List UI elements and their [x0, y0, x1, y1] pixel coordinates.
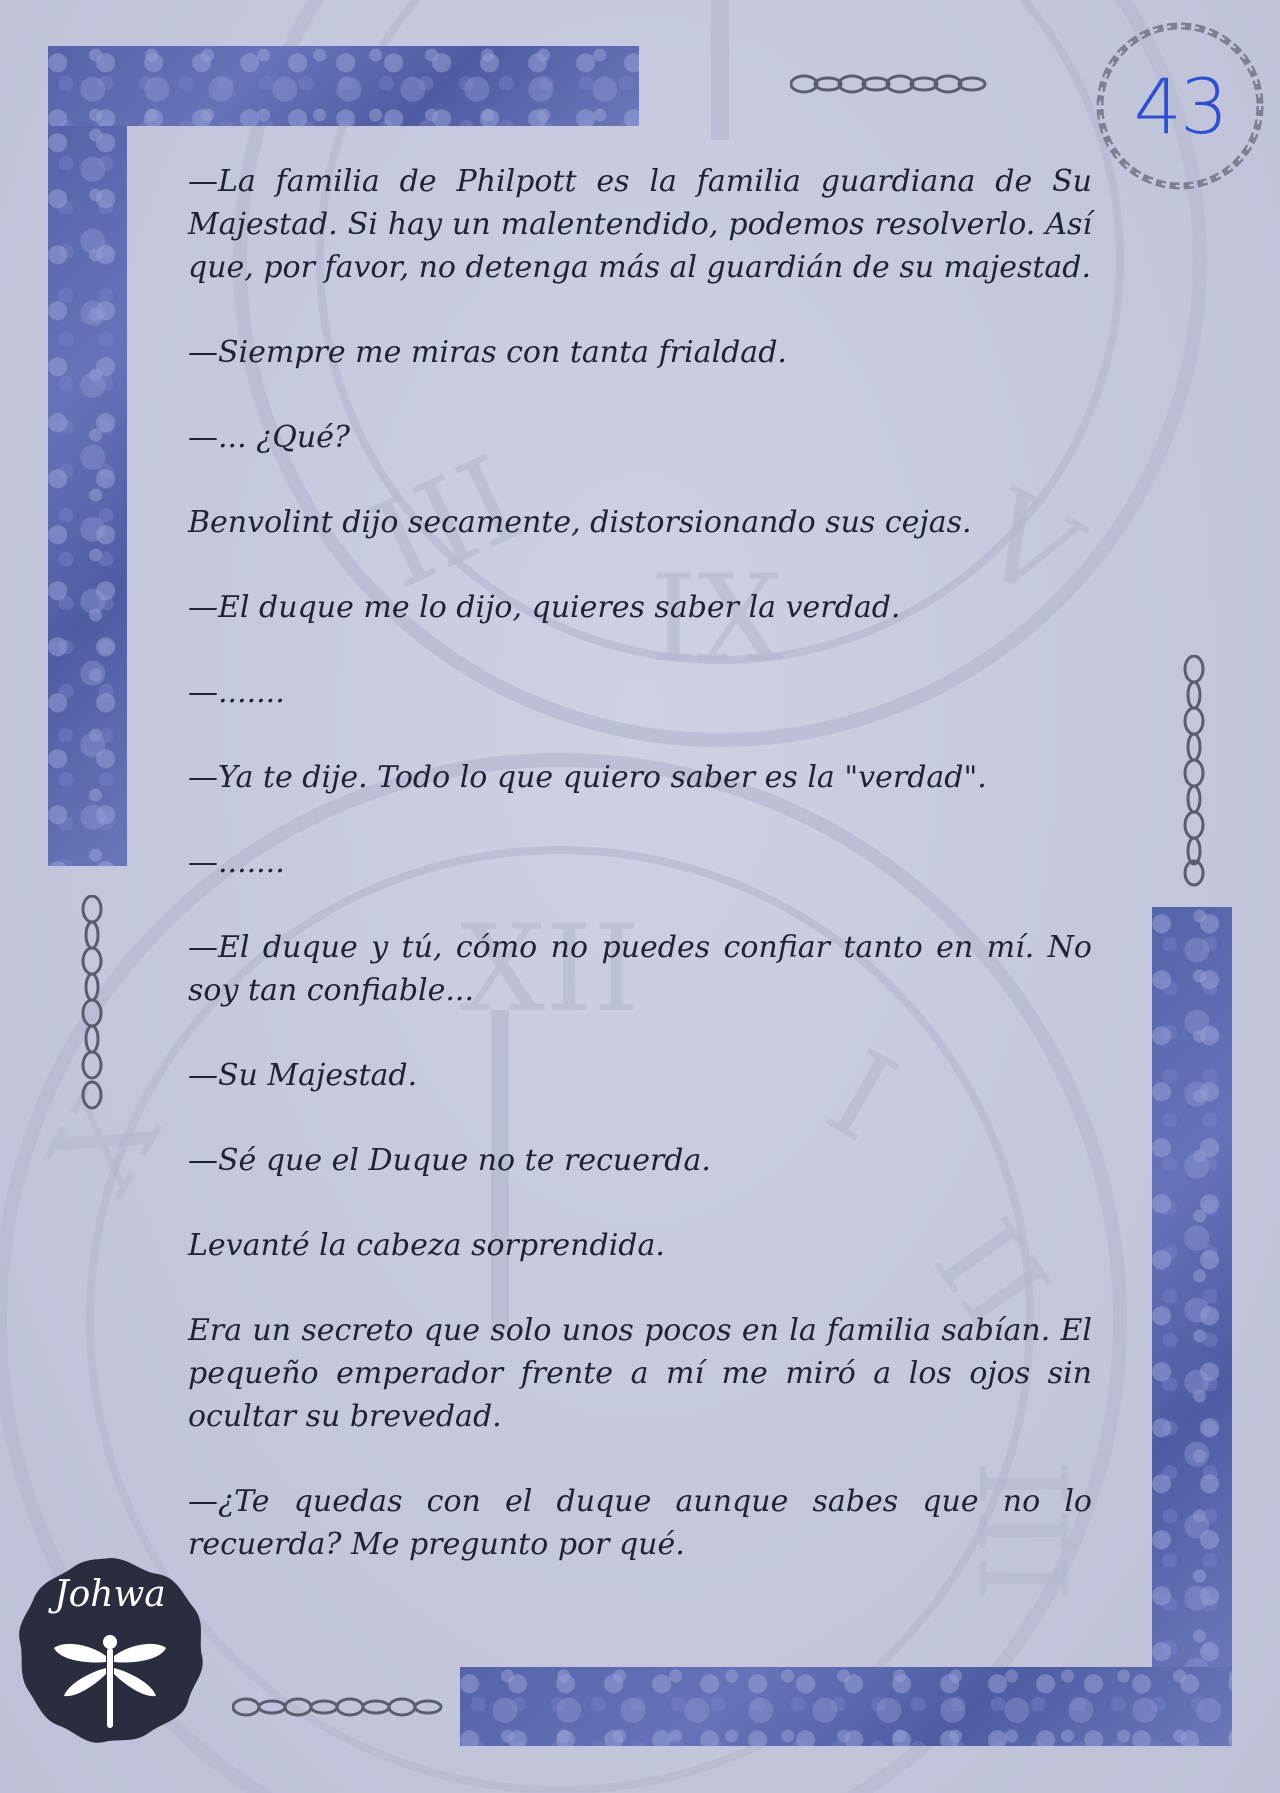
paragraph: —Su Majestad. — [188, 1058, 418, 1093]
page-number: 43 — [1133, 61, 1227, 151]
logo-text: Johwa — [54, 1574, 166, 1615]
paragraph: —....... — [188, 845, 285, 880]
paragraph: Era un secreto que solo unos pocos en la familia sabían. El pequeño emperador frente a mí me miró a los ojos sin ocultar su brevedad. — [188, 1313, 1092, 1434]
svg-text:IX: IX — [650, 550, 783, 689]
paragraph: —....... — [188, 675, 285, 710]
svg-text:X: X — [24, 1071, 188, 1215]
paragraph: —El duque y tú, cómo no puedes confiar tanto en mí. No soy tan confiable... — [188, 930, 1092, 1008]
floral-frame-right — [1152, 907, 1232, 1667]
paragraph: —¿Te quedas con el duque aunque sabes que no lo recuerda? Me pregunto por qué. — [188, 1484, 1092, 1562]
paragraph: —... ¿Qué? — [188, 420, 350, 455]
floral-frame-left — [48, 126, 127, 866]
johwa-logo — [12, 1552, 208, 1748]
svg-text:XII: XII — [460, 900, 641, 1039]
paragraph: —Ya te dije. Todo lo que quiero saber es la "verdad". — [188, 760, 987, 795]
svg-text:I: I — [805, 1024, 917, 1169]
paragraph: Benvolint dijo secamente, distorsionando sus cejas. — [188, 505, 972, 540]
chain-icon — [232, 1694, 446, 1720]
dragonfly-icon — [50, 1626, 170, 1736]
floral-frame-top — [48, 46, 639, 126]
chain-icon — [78, 895, 106, 1113]
chain-icon — [1180, 655, 1208, 887]
document-body — [188, 160, 1092, 1608]
svg-text:III: III — [353, 430, 542, 617]
svg-text:V: V — [955, 464, 1101, 629]
chain-icon — [790, 72, 990, 96]
paragraph: —Sé que el Duque no te recuerda. — [188, 1143, 711, 1178]
paragraph: Levanté la cabeza sorprendida. — [188, 1228, 665, 1263]
floral-frame-bottom — [460, 1667, 1232, 1746]
paragraph: —El duque me lo dijo, quieres saber la verdad. — [188, 590, 901, 625]
paragraph: —Siempre me miras con tanta frialdad. — [188, 335, 787, 370]
svg-text:II: II — [906, 1196, 1075, 1355]
paragraph: —La familia de Philpott es la familia guardiana de Su Majestad. Si hay un malentendido, podemos resolverlo. Así que, por favor, no detenga más al guardián de su majestad. — [188, 164, 1092, 285]
page-number-badge — [1092, 18, 1268, 194]
svg-text:III: III — [951, 1460, 1090, 1603]
